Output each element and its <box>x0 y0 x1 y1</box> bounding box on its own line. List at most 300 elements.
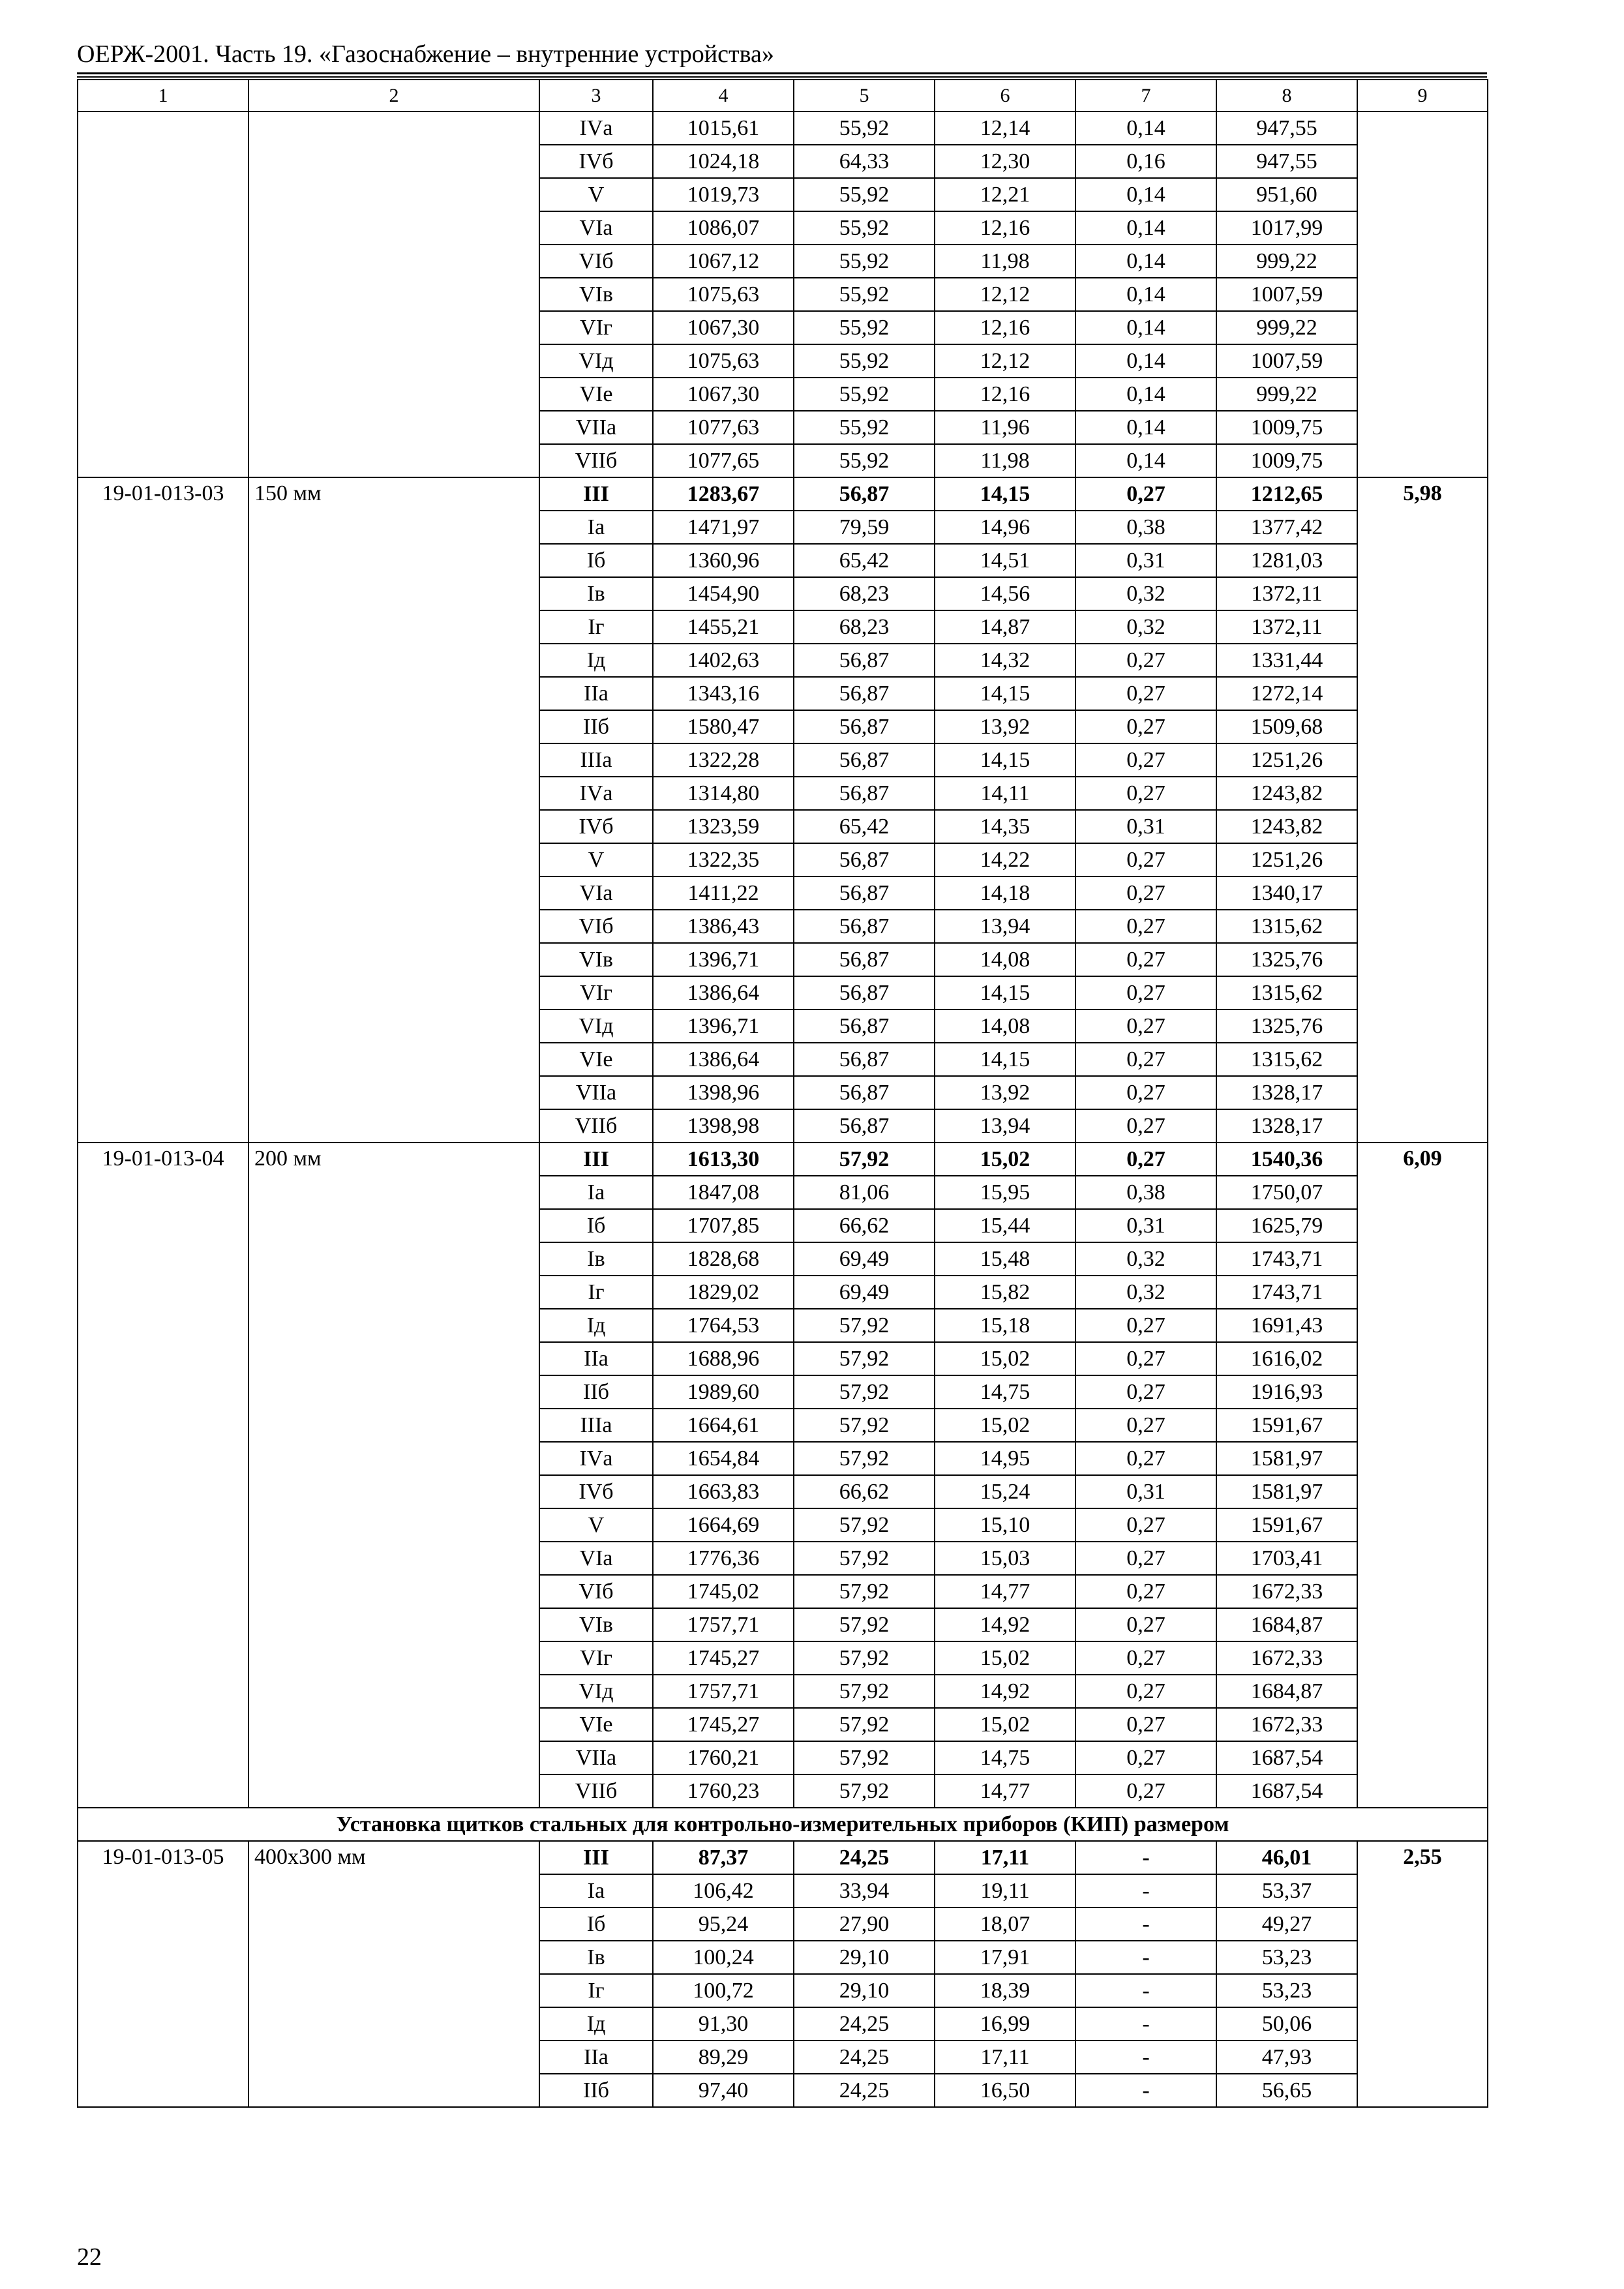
driver-wages: 0,27 <box>1075 976 1216 1010</box>
materials-cost: 1687,54 <box>1216 1741 1357 1774</box>
labor-cost: 33,94 <box>794 1874 935 1908</box>
direct-cost: 1386,43 <box>653 910 794 943</box>
pipe-size: 400х300 мм <box>248 1841 539 2107</box>
labor-cost: 56,87 <box>794 976 935 1010</box>
materials-cost: 1325,76 <box>1216 943 1357 976</box>
machine-cost: 13,92 <box>935 710 1075 743</box>
column-header: 3 <box>539 80 653 112</box>
zone-code: Iд <box>539 644 653 677</box>
labor-cost: 29,10 <box>794 1974 935 2007</box>
direct-cost: 1664,69 <box>653 1508 794 1542</box>
direct-cost: 1707,85 <box>653 1209 794 1242</box>
labor-cost: 57,92 <box>794 1708 935 1741</box>
labor-cost: 57,92 <box>794 1608 935 1641</box>
machine-cost: 15,95 <box>935 1176 1075 1209</box>
materials-cost: 56,65 <box>1216 2074 1357 2107</box>
materials-cost: 1251,26 <box>1216 843 1357 876</box>
labor-cost: 55,92 <box>794 378 935 411</box>
zone-code: Iа <box>539 511 653 544</box>
driver-wages: 0,27 <box>1075 1010 1216 1043</box>
zone-code: IIа <box>539 677 653 710</box>
machine-cost: 19,11 <box>935 1874 1075 1908</box>
driver-wages: - <box>1075 2074 1216 2107</box>
zone-code: Iд <box>539 2007 653 2041</box>
materials-cost: 1007,59 <box>1216 344 1357 378</box>
zone-code: IVа <box>539 112 653 145</box>
direct-cost: 1398,96 <box>653 1076 794 1109</box>
labor-cost: 56,87 <box>794 1043 935 1076</box>
materials-cost: 1750,07 <box>1216 1176 1357 1209</box>
direct-cost: 1613,30 <box>653 1143 794 1176</box>
zone-code: VIг <box>539 311 653 344</box>
driver-wages: 0,14 <box>1075 311 1216 344</box>
machine-cost: 17,11 <box>935 2041 1075 2074</box>
materials-cost: 1009,75 <box>1216 411 1357 444</box>
labor-cost: 29,10 <box>794 1941 935 1974</box>
table-row <box>78 477 1488 511</box>
labor-cost: 64,33 <box>794 145 935 178</box>
column-header: 2 <box>248 80 539 112</box>
direct-cost: 1075,63 <box>653 344 794 378</box>
column-header: 7 <box>1075 80 1216 112</box>
driver-wages: 0,27 <box>1075 1508 1216 1542</box>
machine-cost: 12,16 <box>935 378 1075 411</box>
machine-cost: 16,50 <box>935 2074 1075 2107</box>
machine-cost: 12,16 <box>935 211 1075 245</box>
materials-cost: 1372,11 <box>1216 577 1357 610</box>
direct-cost: 1343,16 <box>653 677 794 710</box>
driver-wages: 0,27 <box>1075 1542 1216 1575</box>
direct-cost: 1360,96 <box>653 544 794 577</box>
driver-wages: 0,32 <box>1075 610 1216 644</box>
machine-cost: 15,44 <box>935 1209 1075 1242</box>
driver-wages: 0,27 <box>1075 477 1216 511</box>
driver-wages: 0,27 <box>1075 943 1216 976</box>
driver-wages: - <box>1075 2041 1216 2074</box>
direct-cost: 1067,12 <box>653 245 794 278</box>
direct-cost: 1776,36 <box>653 1542 794 1575</box>
materials-cost: 947,55 <box>1216 145 1357 178</box>
direct-cost: 1314,80 <box>653 777 794 810</box>
zone-code: VIб <box>539 1575 653 1608</box>
materials-cost: 999,22 <box>1216 245 1357 278</box>
machine-cost: 14,96 <box>935 511 1075 544</box>
driver-wages: 0,27 <box>1075 1641 1216 1675</box>
direct-cost: 1024,18 <box>653 145 794 178</box>
zone-code: Iг <box>539 610 653 644</box>
driver-wages: 0,27 <box>1075 1608 1216 1641</box>
machine-cost: 14,87 <box>935 610 1075 644</box>
machine-cost: 14,92 <box>935 1608 1075 1641</box>
machine-cost: 12,16 <box>935 311 1075 344</box>
driver-wages: 0,32 <box>1075 1276 1216 1309</box>
labor-cost: 57,92 <box>794 1442 935 1475</box>
driver-wages: 0,27 <box>1075 1375 1216 1409</box>
driver-wages: 0,27 <box>1075 1342 1216 1375</box>
driver-wages: 0,27 <box>1075 843 1216 876</box>
labor-cost: 55,92 <box>794 278 935 311</box>
direct-cost: 1323,59 <box>653 810 794 843</box>
direct-cost: 1077,65 <box>653 444 794 477</box>
zone-code: VIIб <box>539 444 653 477</box>
zone-code: VIа <box>539 1542 653 1575</box>
labor-cost: 56,87 <box>794 910 935 943</box>
machine-cost: 14,51 <box>935 544 1075 577</box>
zone-code: VIб <box>539 910 653 943</box>
materials-cost: 1281,03 <box>1216 544 1357 577</box>
machine-cost: 11,98 <box>935 444 1075 477</box>
column-header: 5 <box>794 80 935 112</box>
labor-cost: 24,25 <box>794 2007 935 2041</box>
zone-code: VIе <box>539 1043 653 1076</box>
zone-code: VIа <box>539 876 653 910</box>
labor-cost: 56,87 <box>794 677 935 710</box>
zone-code: VIа <box>539 211 653 245</box>
labor-cost: 56,87 <box>794 644 935 677</box>
labor-cost: 65,42 <box>794 810 935 843</box>
driver-wages: 0,14 <box>1075 278 1216 311</box>
direct-cost: 1688,96 <box>653 1342 794 1375</box>
driver-wages: 0,14 <box>1075 211 1216 245</box>
direct-cost: 1580,47 <box>653 710 794 743</box>
labor-cost: 55,92 <box>794 211 935 245</box>
labor-cost: 55,92 <box>794 344 935 378</box>
driver-wages: 0,31 <box>1075 544 1216 577</box>
pipe-size <box>248 112 539 477</box>
labor-cost: 56,87 <box>794 876 935 910</box>
labor-cost: 57,92 <box>794 1575 935 1608</box>
labor-cost: 56,87 <box>794 943 935 976</box>
driver-wages: 0,14 <box>1075 178 1216 211</box>
materials-cost: 1315,62 <box>1216 1043 1357 1076</box>
machine-cost: 14,77 <box>935 1774 1075 1808</box>
column-header: 9 <box>1357 80 1488 112</box>
driver-wages: 0,27 <box>1075 710 1216 743</box>
direct-cost: 1411,22 <box>653 876 794 910</box>
labor-cost: 81,06 <box>794 1176 935 1209</box>
zone-code: VIе <box>539 1708 653 1741</box>
machine-cost: 14,95 <box>935 1442 1075 1475</box>
materials-cost: 53,37 <box>1216 1874 1357 1908</box>
direct-cost: 1077,63 <box>653 411 794 444</box>
machine-cost: 12,21 <box>935 178 1075 211</box>
zone-code: IIа <box>539 1342 653 1375</box>
driver-wages: - <box>1075 1908 1216 1941</box>
labor-cost: 55,92 <box>794 178 935 211</box>
driver-wages: 0,31 <box>1075 1475 1216 1508</box>
machine-cost: 15,48 <box>935 1242 1075 1276</box>
labor-cost: 57,92 <box>794 1774 935 1808</box>
zone-code: Iд <box>539 1309 653 1342</box>
labor-cost: 55,92 <box>794 245 935 278</box>
materials-cost: 1616,02 <box>1216 1342 1357 1375</box>
direct-cost: 1396,71 <box>653 943 794 976</box>
zone-code: IVб <box>539 145 653 178</box>
zone-code: Iг <box>539 1276 653 1309</box>
machine-cost: 11,98 <box>935 245 1075 278</box>
driver-wages: 0,32 <box>1075 577 1216 610</box>
machine-cost: 15,24 <box>935 1475 1075 1508</box>
labor-cost: 56,87 <box>794 477 935 511</box>
machine-cost: 13,94 <box>935 1109 1075 1143</box>
direct-cost: 1019,73 <box>653 178 794 211</box>
driver-wages: 0,27 <box>1075 777 1216 810</box>
machine-cost: 14,18 <box>935 876 1075 910</box>
direct-cost: 1663,83 <box>653 1475 794 1508</box>
labor-cost: 57,92 <box>794 1641 935 1675</box>
zone-code: VIе <box>539 378 653 411</box>
zone-code: IVб <box>539 810 653 843</box>
labor-cost: 55,92 <box>794 411 935 444</box>
driver-wages: 0,27 <box>1075 910 1216 943</box>
header-rule <box>77 72 1487 74</box>
page-header-title: ОЕРЖ-2001. Часть 19. «Газоснабжение – внутренние устройства» <box>77 40 774 68</box>
direct-cost: 1283,67 <box>653 477 794 511</box>
zone-code: Iб <box>539 544 653 577</box>
direct-cost: 1764,53 <box>653 1309 794 1342</box>
labor-cost: 65,42 <box>794 544 935 577</box>
direct-cost: 1322,28 <box>653 743 794 777</box>
machine-cost: 14,11 <box>935 777 1075 810</box>
direct-cost: 97,40 <box>653 2074 794 2107</box>
machine-cost: 14,32 <box>935 644 1075 677</box>
zone-code: IVа <box>539 777 653 810</box>
materials-cost: 53,23 <box>1216 1941 1357 1974</box>
driver-wages: 0,14 <box>1075 444 1216 477</box>
column-number-row <box>78 80 1488 112</box>
direct-cost: 1455,21 <box>653 610 794 644</box>
zone-code: IVб <box>539 1475 653 1508</box>
machine-cost: 15,02 <box>935 1641 1075 1675</box>
rates-table <box>77 79 1488 2108</box>
pipe-size: 150 мм <box>248 477 539 1143</box>
labor-cost: 56,87 <box>794 1076 935 1109</box>
machine-cost: 14,15 <box>935 677 1075 710</box>
driver-wages: 0,27 <box>1075 1309 1216 1342</box>
labor-cost: 57,92 <box>794 1741 935 1774</box>
labor-hours: 2,55 <box>1357 1841 1488 2107</box>
labor-cost: 57,92 <box>794 1143 935 1176</box>
machine-cost: 14,75 <box>935 1741 1075 1774</box>
zone-code: V <box>539 178 653 211</box>
materials-cost: 1591,67 <box>1216 1508 1357 1542</box>
labor-cost: 57,92 <box>794 1508 935 1542</box>
labor-cost: 68,23 <box>794 610 935 644</box>
zone-code: IIIа <box>539 1409 653 1442</box>
direct-cost: 91,30 <box>653 2007 794 2041</box>
driver-wages: 0,27 <box>1075 876 1216 910</box>
direct-cost: 1386,64 <box>653 976 794 1010</box>
materials-cost: 1251,26 <box>1216 743 1357 777</box>
direct-cost: 1760,21 <box>653 1741 794 1774</box>
driver-wages: - <box>1075 1941 1216 1974</box>
materials-cost: 1017,99 <box>1216 211 1357 245</box>
materials-cost: 1540,36 <box>1216 1143 1357 1176</box>
direct-cost: 1396,71 <box>653 1010 794 1043</box>
driver-wages: 0,27 <box>1075 1109 1216 1143</box>
materials-cost: 999,22 <box>1216 311 1357 344</box>
driver-wages: 0,27 <box>1075 644 1216 677</box>
column-header: 8 <box>1216 80 1357 112</box>
machine-cost: 17,91 <box>935 1941 1075 1974</box>
driver-wages: 0,14 <box>1075 245 1216 278</box>
labor-hours <box>1357 112 1488 477</box>
machine-cost: 16,99 <box>935 2007 1075 2041</box>
labor-cost: 56,87 <box>794 710 935 743</box>
labor-cost: 69,49 <box>794 1242 935 1276</box>
direct-cost: 1471,97 <box>653 511 794 544</box>
materials-cost: 1331,44 <box>1216 644 1357 677</box>
direct-cost: 1654,84 <box>653 1442 794 1475</box>
materials-cost: 1315,62 <box>1216 976 1357 1010</box>
driver-wages: 0,16 <box>1075 145 1216 178</box>
zone-code: Iб <box>539 1908 653 1941</box>
materials-cost: 1325,76 <box>1216 1010 1357 1043</box>
direct-cost: 1745,27 <box>653 1708 794 1741</box>
machine-cost: 12,12 <box>935 278 1075 311</box>
labor-hours: 5,98 <box>1357 477 1488 1143</box>
materials-cost: 47,93 <box>1216 2041 1357 2074</box>
driver-wages: 0,14 <box>1075 411 1216 444</box>
materials-cost: 1372,11 <box>1216 610 1357 644</box>
labor-cost: 66,62 <box>794 1209 935 1242</box>
driver-wages: 0,38 <box>1075 1176 1216 1209</box>
driver-wages: 0,27 <box>1075 743 1216 777</box>
driver-wages: 0,27 <box>1075 1409 1216 1442</box>
labor-cost: 55,92 <box>794 444 935 477</box>
materials-cost: 49,27 <box>1216 1908 1357 1941</box>
zone-code: III <box>539 1143 653 1176</box>
direct-cost: 100,24 <box>653 1941 794 1974</box>
table-row <box>78 1143 1488 1176</box>
zone-code: VIIб <box>539 1774 653 1808</box>
driver-wages: 0,31 <box>1075 1209 1216 1242</box>
materials-cost: 1684,87 <box>1216 1675 1357 1708</box>
driver-wages: 0,27 <box>1075 1442 1216 1475</box>
zone-code: Iв <box>539 1242 653 1276</box>
labor-cost: 24,25 <box>794 2074 935 2107</box>
driver-wages: 0,27 <box>1075 1076 1216 1109</box>
zone-code: VIг <box>539 1641 653 1675</box>
machine-cost: 14,15 <box>935 743 1075 777</box>
zone-code: III <box>539 477 653 511</box>
labor-cost: 24,25 <box>794 1841 935 1874</box>
materials-cost: 1009,75 <box>1216 444 1357 477</box>
driver-wages: - <box>1075 1974 1216 2007</box>
materials-cost: 1328,17 <box>1216 1109 1357 1143</box>
direct-cost: 106,42 <box>653 1874 794 1908</box>
section-title-row <box>78 1808 1488 1841</box>
column-header: 6 <box>935 80 1075 112</box>
materials-cost: 951,60 <box>1216 178 1357 211</box>
driver-wages: - <box>1075 1841 1216 1874</box>
labor-cost: 66,62 <box>794 1475 935 1508</box>
direct-cost: 1847,08 <box>653 1176 794 1209</box>
direct-cost: 1067,30 <box>653 311 794 344</box>
materials-cost: 1672,33 <box>1216 1575 1357 1608</box>
direct-cost: 1745,02 <box>653 1575 794 1608</box>
direct-cost: 100,72 <box>653 1974 794 2007</box>
materials-cost: 1328,17 <box>1216 1076 1357 1109</box>
machine-cost: 15,02 <box>935 1708 1075 1741</box>
zone-code: VIIа <box>539 411 653 444</box>
zone-code: Iа <box>539 1176 653 1209</box>
machine-cost: 14,15 <box>935 1043 1075 1076</box>
driver-wages: 0,14 <box>1075 344 1216 378</box>
machine-cost: 12,12 <box>935 344 1075 378</box>
labor-cost: 79,59 <box>794 511 935 544</box>
zone-code: VIв <box>539 943 653 976</box>
rate-code: 19-01-013-05 <box>78 1841 248 2107</box>
materials-cost: 1212,65 <box>1216 477 1357 511</box>
zone-code: Iа <box>539 1874 653 1908</box>
materials-cost: 1581,97 <box>1216 1442 1357 1475</box>
driver-wages: 0,27 <box>1075 1143 1216 1176</box>
direct-cost: 1757,71 <box>653 1675 794 1708</box>
machine-cost: 14,77 <box>935 1575 1075 1608</box>
driver-wages: 0,38 <box>1075 511 1216 544</box>
materials-cost: 1684,87 <box>1216 1608 1357 1641</box>
driver-wages: 0,32 <box>1075 1242 1216 1276</box>
machine-cost: 15,02 <box>935 1409 1075 1442</box>
labor-hours: 6,09 <box>1357 1143 1488 1808</box>
labor-cost: 57,92 <box>794 1309 935 1342</box>
driver-wages: - <box>1075 1874 1216 1908</box>
materials-cost: 53,23 <box>1216 1974 1357 2007</box>
materials-cost: 1687,54 <box>1216 1774 1357 1808</box>
direct-cost: 1828,68 <box>653 1242 794 1276</box>
machine-cost: 12,14 <box>935 112 1075 145</box>
materials-cost: 1591,67 <box>1216 1409 1357 1442</box>
machine-cost: 15,02 <box>935 1143 1075 1176</box>
pipe-size: 200 мм <box>248 1143 539 1808</box>
materials-cost: 1672,33 <box>1216 1641 1357 1675</box>
labor-cost: 56,87 <box>794 777 935 810</box>
labor-cost: 69,49 <box>794 1276 935 1309</box>
direct-cost: 1745,27 <box>653 1641 794 1675</box>
machine-cost: 13,94 <box>935 910 1075 943</box>
labor-cost: 55,92 <box>794 112 935 145</box>
zone-code: Iб <box>539 1209 653 1242</box>
machine-cost: 14,08 <box>935 1010 1075 1043</box>
driver-wages: 0,14 <box>1075 112 1216 145</box>
table-row <box>78 1841 1488 1874</box>
column-header: 1 <box>78 80 248 112</box>
header-rule-thin <box>77 76 1487 78</box>
labor-cost: 56,87 <box>794 743 935 777</box>
direct-cost: 1757,71 <box>653 1608 794 1641</box>
driver-wages: 0,27 <box>1075 1741 1216 1774</box>
materials-cost: 1272,14 <box>1216 677 1357 710</box>
driver-wages: 0,14 <box>1075 378 1216 411</box>
zone-code: IIб <box>539 710 653 743</box>
direct-cost: 1086,07 <box>653 211 794 245</box>
machine-cost: 14,56 <box>935 577 1075 610</box>
driver-wages: 0,27 <box>1075 1774 1216 1808</box>
materials-cost: 1007,59 <box>1216 278 1357 311</box>
driver-wages: 0,27 <box>1075 1043 1216 1076</box>
zone-code: V <box>539 1508 653 1542</box>
zone-code: VIд <box>539 1010 653 1043</box>
direct-cost: 1067,30 <box>653 378 794 411</box>
zone-code: V <box>539 843 653 876</box>
machine-cost: 14,15 <box>935 976 1075 1010</box>
zone-code: VIд <box>539 344 653 378</box>
zone-code: III <box>539 1841 653 1874</box>
rate-code: 19-01-013-04 <box>78 1143 248 1808</box>
materials-cost: 1703,41 <box>1216 1542 1357 1575</box>
labor-cost: 56,87 <box>794 843 935 876</box>
